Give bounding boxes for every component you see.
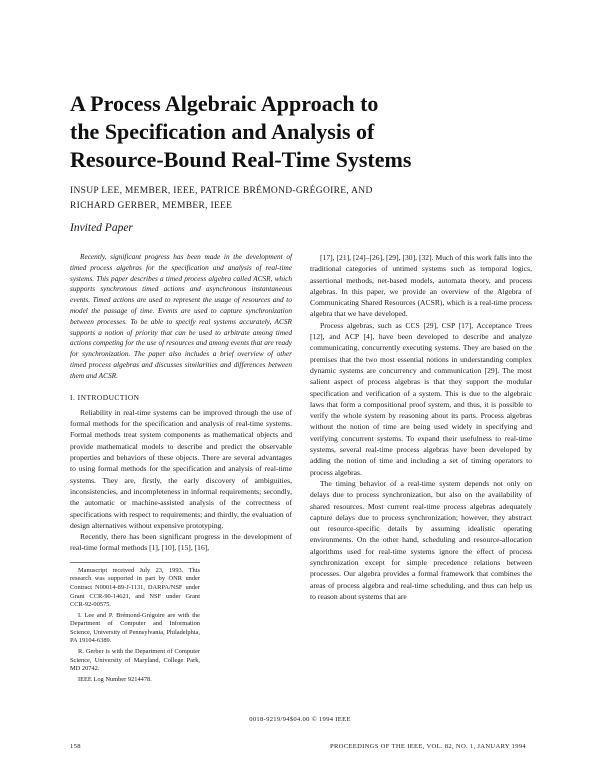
author-line-1: INSUP LEE, MEMBER, IEEE, PATRICE BRÉMOND-GRÉGOIRE, AND [70, 186, 373, 196]
left-column [70, 252, 292, 686]
body-paragraph: Process algebras, such as CCS [29], CSP [17], Acceptance Trees [12], and ACP [4], have been developed to describe and analyze communicating, concurrently executing systems. They are based on the premises that the two most essential notions in understanding complex dynamic systems are concurrency and communication [29]. The most salient aspect of process algebras is that they support the modular specification and verification of a system. This is due to the algebraic laws that form a compositional proof system, and thus, it is possible to verify the whole system by reasoning about its parts. Process algebras without the notion of time are being used widely in specifying and verifying concurrent systems. To expand their usefulness to real-time systems, several real-time process algebras have been developed by adding the notion of time and including a set of timing operators to process algebras. [310, 320, 532, 477]
section-heading-introduction: I. INTRODUCTION [70, 392, 140, 402]
title-line-2: the Specification and Analysis of [70, 119, 375, 144]
abstract [70, 252, 292, 382]
intro-paragraph: Reliability in real-time systems can be improved through the use of formal methods for the specification and analysis of real-time systems. Formal methods treat system components as mathematical objects and provide mathematical models to describe and predict the observable properties and behaviors of these objects. There are several advantages to using formal methods for the specification and analysis of real-time systems. They are, firstly, the early discovery of ambiguities, inconsistencies, and incompleteness in informal requirements; secondly, the automatic or machine-assisted analysis of the correctness of specifications with respect to requirements; and thirdly, the evaluation of design alternatives without expensive prototyping. [70, 407, 292, 530]
journal-citation: PROCEEDINGS OF THE IEEE, VOL. 82, NO. 1, JANUARY 1994 [330, 743, 527, 750]
footnote-affiliation-lee: I. Lee and P. Brémond-Grégoire are with the Department of Computer and Information Science, University of Pennsylvania, Philadelphia, PA 19104-6389. [70, 611, 200, 645]
title-line-1: A Process Algebraic Approach to [70, 91, 379, 116]
title-line-3: Resource-Bound Real-Time Systems [70, 147, 412, 172]
footnotes [70, 562, 200, 685]
body-paragraph: The timing behavior of a real-time system depends not only on delays due to process synchronization, but also on the availability of shared resources. Most current real-time process algebras adequately capture delays due to process synchronization; however, they abstract out resource-specific details by assuming idealistic operating environments. On the other hand, scheduling and resource-allocation algorithms used for real-time systems ignore the effect of process synchronization except for simple precedence relations between processes. Our algebra provides a formal framework that combines the areas of process algebra and real-time scheduling, and thus can help us to reason about systems that are [310, 478, 532, 601]
footnote-affiliation-gerber: R. Gerber is with the Department of Computer Science, University of Maryland, College Park, MD 20742. [70, 648, 200, 673]
footnote-manuscript: Manuscript received July 23, 1993. This research was supported in part by ONR under Contract N00014-89-J-1131, DARPA/NSF under Grant CCR-90-14621, and NSF under Grant CCR-92-00575. [70, 566, 200, 609]
intro-paragraph: Recently, there has been significant progress in the development of real-time formal methods [1], [10], [15], [16], [70, 532, 292, 553]
page-number: 158 [70, 743, 81, 750]
footnote-log-number: IEEE Log Number 9214478. [78, 675, 152, 683]
ieee-copyright-code: 0018-9219/94$04.00 © 1994 IEEE [249, 716, 351, 723]
abstract-text: Recently, significant progress has been made in the development of timed process algebras for the specification and analysis of real-time systems. This paper describes a timed process algebra called ACSR, which supports synchronous timed actions and asynchronous instantaneous events. Timed actions are used to represent the usage of resources and to model the passage of time. Events are used to capture synchronization between processes. To be able to specify real systems accurately, ACSR supports a notion of priority that can be used to arbitrate among timed actions competing for the use of resources and among events that are ready for synchronization. The paper also includes a brief overview of other timed process algebras and discusses similarities and differences between them and ACSR. [70, 252, 292, 380]
paper-type-label: Invited Paper [70, 222, 133, 234]
right-column [310, 252, 532, 602]
author-line-2: RICHARD GERBER, MEMBER, IEEE [70, 201, 233, 211]
paper-title [70, 90, 550, 174]
body-paragraph: [17], [21], [24]–[26], [29], [30], [32]. Much of this work falls into the traditional categories of untimed systems such as temporal logics, assertional methods, net-based models, automata theory, and process algebras. In this paper, we provide an overview of the Algebra of Communicating Shared Resources (ACSR), which is a real-time process algebra that we have developed. [310, 253, 532, 319]
author-list [70, 184, 550, 214]
